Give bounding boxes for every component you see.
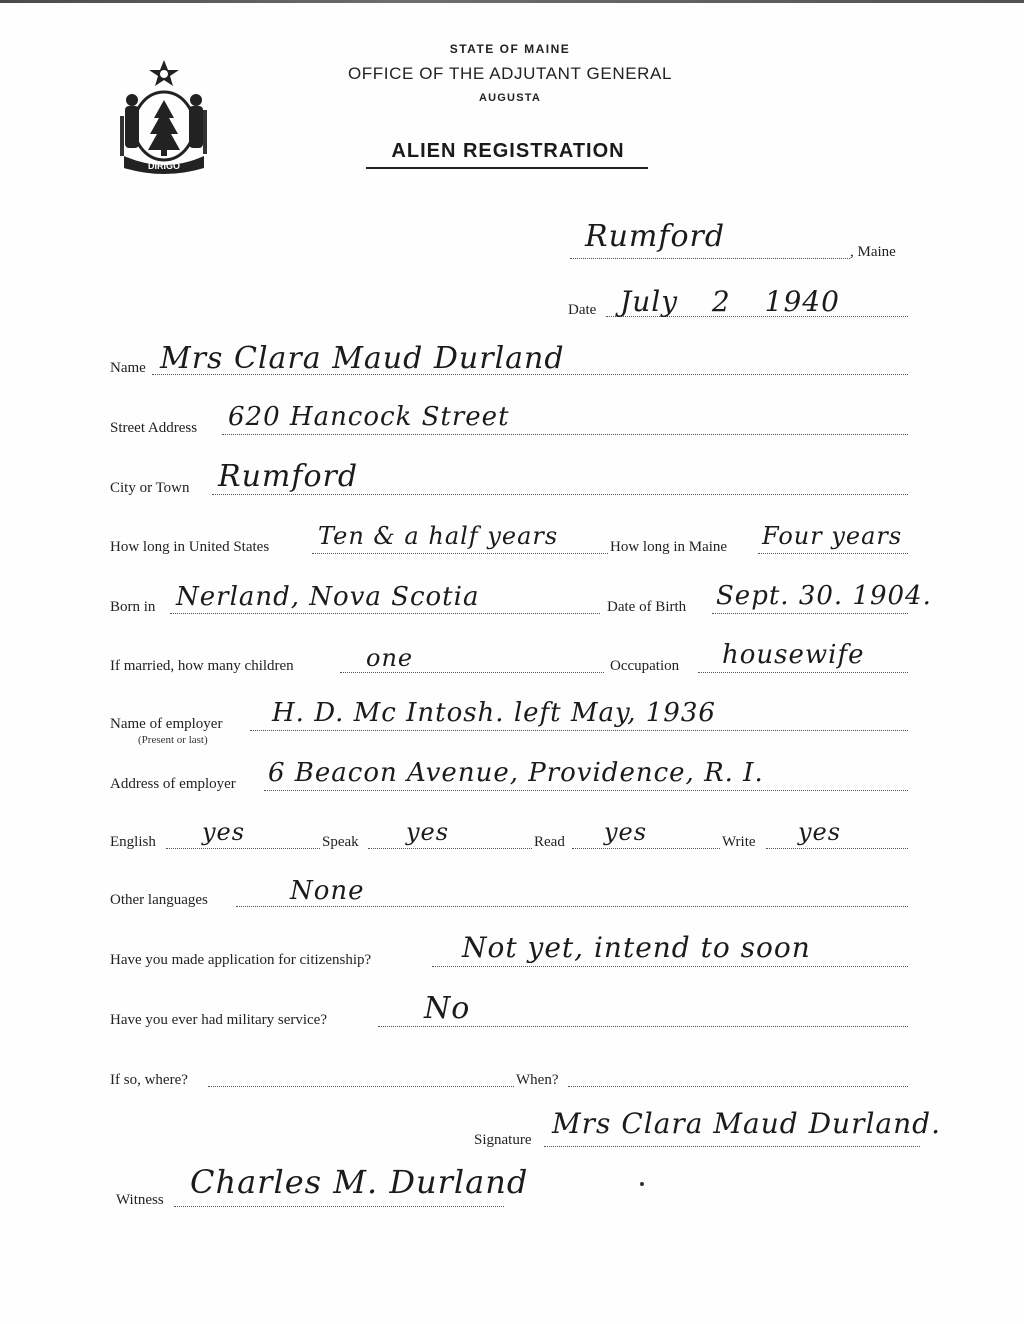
how-long-maine-value: Four years — [762, 522, 903, 550]
children-line — [340, 672, 604, 673]
how-long-maine-label: How long in Maine — [610, 539, 728, 555]
signature-line — [544, 1146, 920, 1147]
date-value: July 2 1940 — [620, 285, 840, 318]
seal-motto: DIRIGO — [147, 161, 181, 171]
name-label: Name — [110, 360, 146, 376]
other-languages-label: Other languages — [110, 892, 208, 908]
employer-address-value: 6 Beacon Avenue, Providence, R. I. — [268, 758, 764, 788]
date-of-birth-label: Date of Birth — [607, 599, 687, 615]
citizenship-label: Have you made application for citizenship? — [110, 952, 372, 968]
citizenship-value: Not yet, intend to soon — [462, 931, 811, 964]
place-value: Rumford — [585, 219, 726, 254]
read-line — [572, 848, 720, 849]
signature-value: Mrs Clara Maud Durland. — [552, 1107, 941, 1140]
employer-label: Name of employer — [110, 716, 223, 732]
witness-value: Charles M. Durland — [190, 1163, 529, 1201]
city-line — [212, 494, 908, 495]
place-line — [570, 258, 850, 259]
write-label: Write — [722, 834, 756, 850]
read-value: yes — [604, 818, 648, 846]
military-line — [378, 1026, 908, 1027]
title-underline — [366, 167, 648, 169]
city-label: City or Town — [110, 480, 190, 496]
when-label: When? — [516, 1072, 559, 1088]
other-languages-line — [236, 906, 908, 907]
military-value: No — [424, 991, 471, 1026]
how-long-us-value: Ten & a half years — [318, 522, 559, 550]
when-line — [568, 1086, 908, 1087]
write-line — [766, 848, 908, 849]
how-long-us-label: How long in United States — [110, 539, 270, 555]
signature-label: Signature — [474, 1132, 532, 1148]
street-line — [222, 434, 908, 435]
employer-sublabel: (Present or last) — [138, 734, 208, 746]
born-in-label: Born in — [110, 599, 156, 615]
scan-edge — [0, 0, 1024, 3]
form-title: ALIEN REGISTRATION — [391, 140, 625, 162]
where-label: If so, where? — [110, 1072, 188, 1088]
city-value: Rumford — [218, 459, 359, 494]
military-label: Have you ever had military service? — [110, 1012, 327, 1028]
how-long-maine-line — [758, 553, 908, 554]
speak-line — [368, 848, 532, 849]
read-label: Read — [534, 834, 565, 850]
english-line — [166, 848, 320, 849]
maine-state-seal-icon — [110, 56, 218, 176]
how-long-us-line — [312, 553, 608, 554]
speak-value: yes — [406, 818, 450, 846]
ink-speck — [640, 1182, 644, 1186]
speak-label: Speak — [322, 834, 359, 850]
occupation-label: Occupation — [610, 658, 680, 674]
witness-label: Witness — [116, 1192, 164, 1208]
english-value: yes — [202, 818, 246, 846]
children-label: If married, how many children — [110, 658, 294, 674]
citizenship-line — [432, 966, 908, 967]
other-languages-value: None — [290, 876, 365, 906]
header-office: OFFICE OF THE ADJUTANT GENERAL — [347, 64, 673, 83]
children-value: one — [366, 644, 414, 672]
employer-address-line — [264, 790, 908, 791]
street-label: Street Address — [110, 420, 198, 436]
maine-label: , Maine — [850, 244, 896, 260]
name-value: Mrs Clara Maud Durland — [160, 341, 565, 376]
occupation-line — [698, 672, 908, 673]
date-of-birth-line — [712, 613, 908, 614]
employer-line — [250, 730, 908, 731]
where-line — [208, 1086, 514, 1087]
english-label: English — [110, 834, 156, 850]
header-city: AUGUSTA — [479, 92, 541, 104]
born-in-value: Nerland, Nova Scotia — [176, 582, 480, 612]
occupation-value: housewife — [722, 640, 865, 670]
header-state: STATE OF MAINE — [449, 42, 571, 56]
employer-value: H. D. Mc Intosh. left May, 1936 — [272, 698, 716, 728]
date-label: Date — [568, 302, 597, 318]
street-value: 620 Hancock Street — [228, 402, 510, 432]
employer-address-label: Address of employer — [110, 776, 236, 792]
date-of-birth-value: Sept. 30. 1904. — [716, 581, 932, 611]
born-in-line — [170, 613, 600, 614]
witness-line — [174, 1206, 504, 1207]
write-value: yes — [798, 818, 842, 846]
